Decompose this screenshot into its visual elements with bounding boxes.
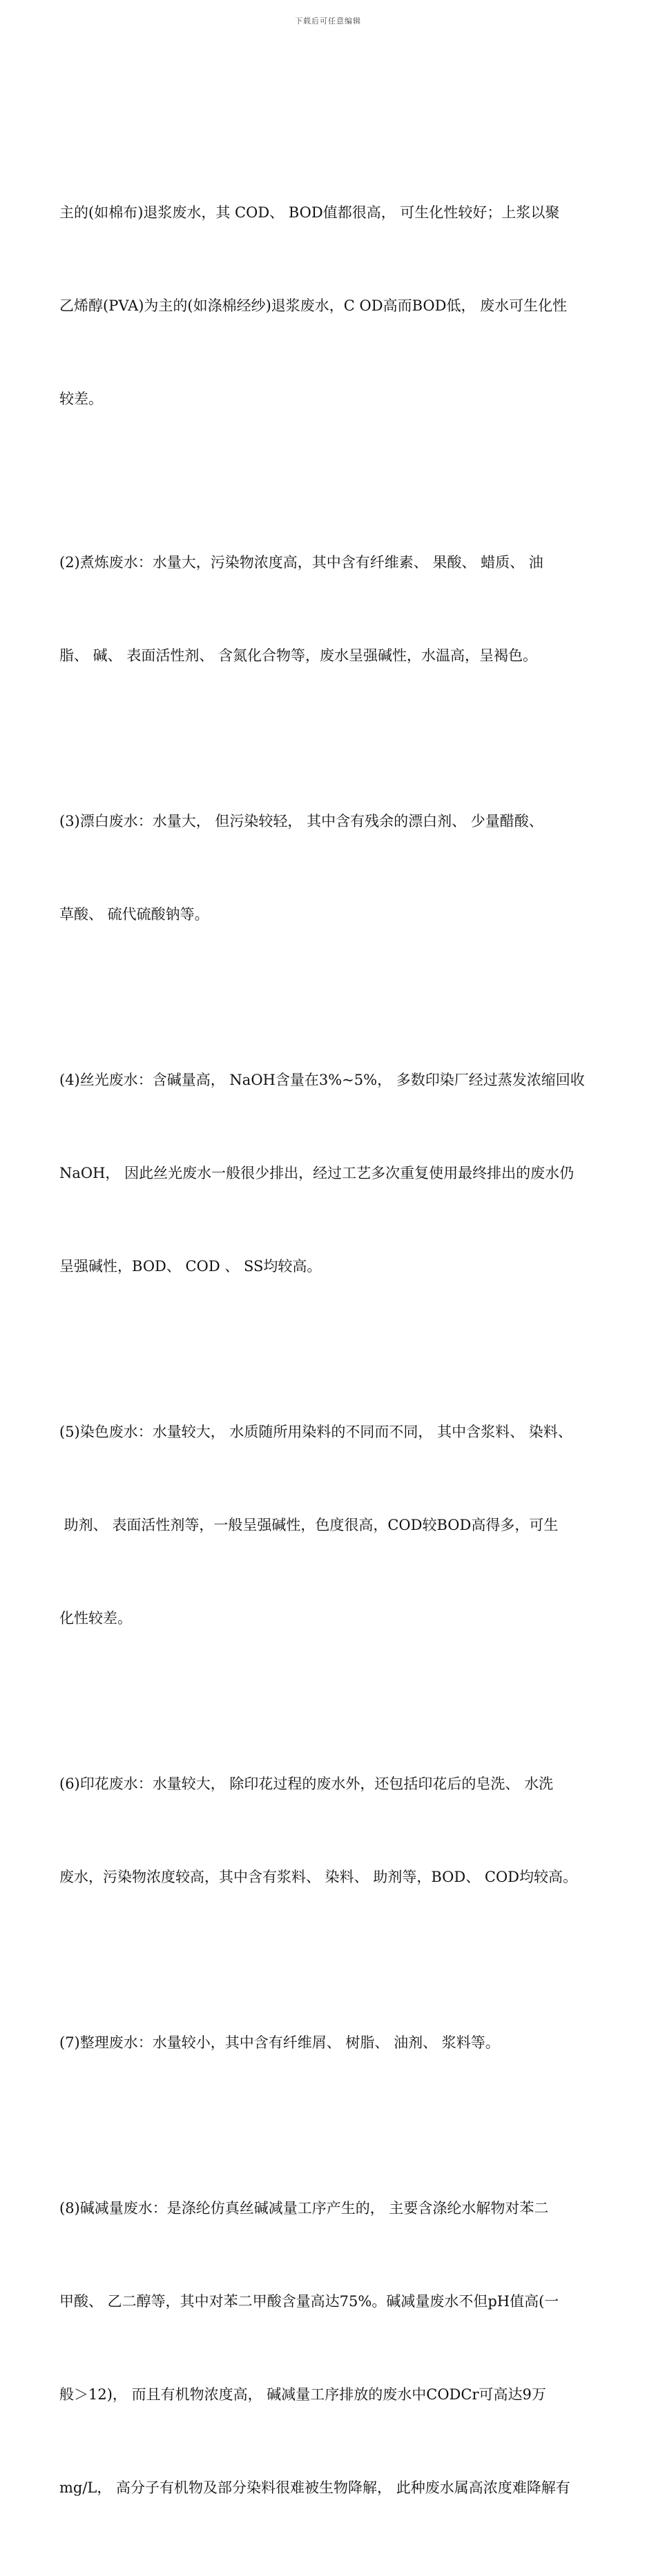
- text-line: mg/L， 高分子有机物及部分染料很难被生物降解， 此种废水属高浓度难降解有: [59, 2479, 570, 2496]
- text-line: (4)丝光废水：含碱量高， NaOH含量在3%~5%， 多数印染厂经过蒸发浓缩回收: [59, 1072, 585, 1088]
- text-line: (3)漂白废水：水量大， 但污染较轻， 其中含有残余的漂白剂、 少量醋酸、: [59, 813, 543, 829]
- text-line: 呈强碱性，BOD、 COD 、 SS均较高。: [59, 1258, 322, 1275]
- paragraph-finishing: [59, 1965, 608, 2121]
- paragraph-alkali-reduction: [59, 2131, 608, 2566]
- text-line: (7)整理废水：水量较小，其中含有纤维屑、 树脂、 油剂、 浆料等。: [59, 2034, 500, 2051]
- text-line: (8)碱减量废水：是涤纶仿真丝碱减量工序产生的， 主要含涤纶水解物对苯二: [59, 2200, 549, 2216]
- paragraph-bleaching: [59, 744, 608, 992]
- text-line: 草酸、 硫代硫酸钠等。: [59, 906, 209, 923]
- page-header: 下载后可任意编辑: [295, 17, 361, 26]
- paragraph-printing: [59, 1707, 608, 1955]
- paragraph-mercerizing: [59, 1003, 608, 1344]
- paragraph-desizing: [59, 135, 608, 477]
- text-line: (6)印花废水：水量较大， 除印花过程的废水外，还包括印花后的皂洗、 水洗: [59, 1776, 554, 1792]
- text-line: 甲酸、 乙二醇等，其中对苯二甲酸含量高达75%。碱减量废水不但pH值高(一: [59, 2293, 559, 2310]
- text-line: 化性较差。: [59, 1610, 132, 1626]
- text-line: 脂、 碱、 表面活性剂、 含氮化合物等，废水呈强碱性，水温高，呈褐色。: [59, 647, 538, 664]
- text-line: 般＞12)， 而且有机物浓度高， 碱减量工序排放的废水中CODCr可高达9万: [59, 2386, 546, 2403]
- text-line: 较差。: [59, 391, 103, 407]
- text-line: (5)染色废水：水量较大， 水质随所用染料的不同而不同， 其中含浆料、 染料、: [59, 1424, 572, 1440]
- text-line: NaOH， 因此丝光废水一般很少排出，经过工艺多次重复使用最终排出的废水仍: [59, 1165, 575, 1181]
- text-line: 乙烯醇(PVA)为主的(如涤棉经纱)退浆废水，C OD高而BOD低， 废水可生化性: [59, 297, 568, 314]
- text-line: (2)煮炼废水：水量大，污染物浓度高，其中含有纤维素、 果酸、 蜡质、 油: [59, 554, 543, 571]
- document-body: [59, 135, 608, 2576]
- text-line: 废水，污染物浓度较高，其中含有浆料、 染料、 助剂等，BOD、 COD均较高。: [59, 1869, 578, 1885]
- paragraph-dyeing: [59, 1355, 608, 1696]
- text-line: 助剂、 表面活性剂等，一般呈强碱性，色度很高，COD较BOD高得多，可生: [59, 1517, 559, 1533]
- text-line: 主的(如棉布)退浆废水，其 COD、 BOD值都很高， 可生化性较好；上浆以聚: [59, 204, 560, 221]
- paragraph-scouring: [59, 485, 608, 734]
